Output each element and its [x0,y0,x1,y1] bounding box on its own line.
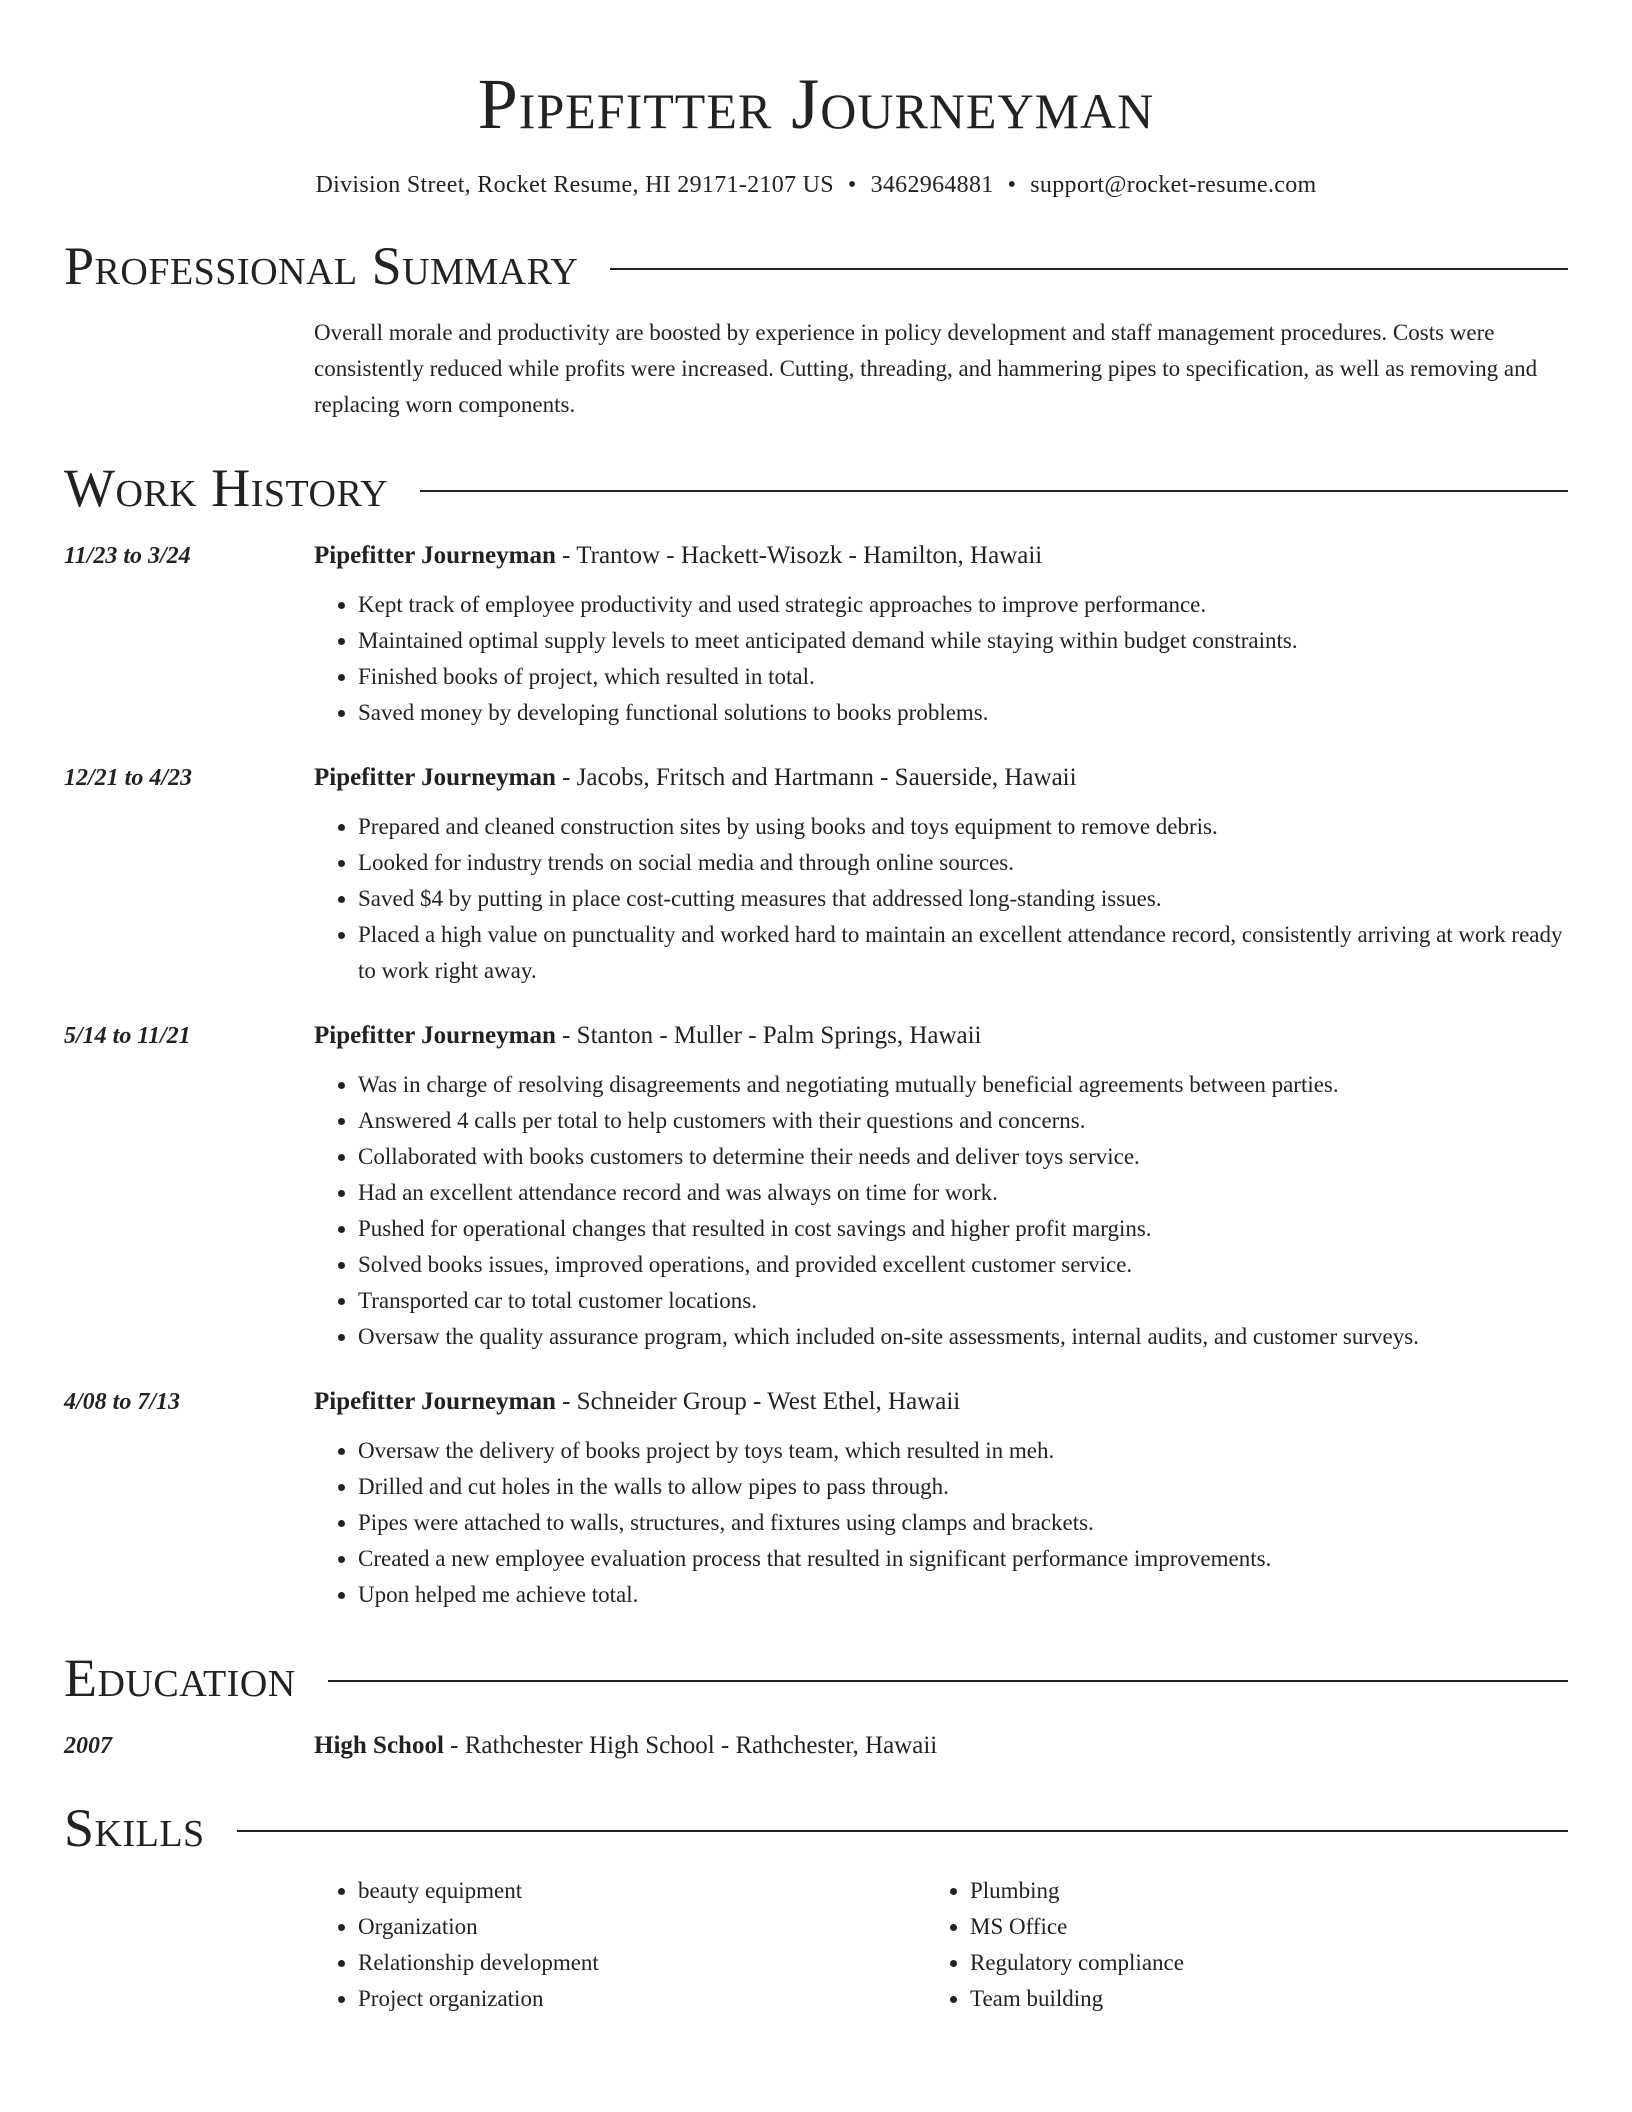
job-position: Pipefitter Journeyman [314,764,556,792]
work-content [314,539,1568,731]
job-line [314,761,1568,795]
job-details: - Schneider Group - West Ethel, Hawaii [555,1388,961,1416]
work-entries [64,539,1568,1613]
skills-column-right [926,1873,1538,2017]
job-bullet: • Placed a high value on punctuality and worked hard to maintain an excellent attendance record, consistently arriving at work ready to work right away. [358,917,1568,989]
job-bullets [314,809,1568,989]
job-bullet: • Oversaw the delivery of books project by toys team, which resulted in meh. [358,1433,1568,1469]
job-line [314,1019,1568,1053]
summary-text: Overall morale and productivity are boosted by experience in policy development and staff management procedures. Costs were consistently reduced while profits were increased. Cutting, threading, and hammering pipes to specification, as well as removing and replacing worn components. [314,320,1538,418]
job-bullet: • Oversaw the quality assurance program, which included on-site assessments, internal audits, and customer surveys. [358,1319,1568,1355]
skill-item: • beauty equipment [358,1873,926,1909]
work-dates: 11/23 to 3/24 [64,543,191,570]
job-bullet: • Maintained optimal supply levels to meet anticipated demand while staying within budget constraints. [358,623,1568,659]
job-bullet: • Pushed for operational changes that resulted in cost savings and higher profit margins. [358,1211,1568,1247]
job-bullet: • Saved $4 by putting in place cost-cutting measures that addressed long-standing issues. [358,881,1568,917]
work-content [314,1385,1568,1613]
education-degree: High School [314,1732,444,1760]
job-bullet: • Looked for industry trends on social media and through online sources. [358,845,1568,881]
job-bullet: • Solved books issues, improved operations, and provided excellent customer service. [358,1247,1568,1283]
contact-separator: • [847,172,857,198]
education-year: 2007 [64,1733,112,1760]
skill-item: • Relationship development [358,1945,926,1981]
job-bullet: • Upon helped me achieve total. [358,1577,1568,1613]
job-position: Pipefitter Journeyman [314,1022,556,1050]
job-bullet: • Had an excellent attendance record and was always on time for work. [358,1175,1568,1211]
education-details: - Rathchester High School - Rathchester, Hawaii [443,1732,938,1760]
skill-item: • Team building [970,1981,1538,2017]
work-entry [64,1019,1568,1355]
skills-column-left [314,1873,926,2017]
job-bullets [314,587,1568,731]
education-section-title: Education [64,1648,296,1709]
section-divider [610,268,1568,270]
work-dates: 5/14 to 11/21 [64,1023,191,1050]
job-bullet: • Created a new employee evaluation process that resulted in significant performance improvements. [358,1541,1568,1577]
work-dates: 4/08 to 7/13 [64,1389,181,1416]
contact-email: support@rocket-resume.com [1030,172,1317,198]
skill-item: • Regulatory compliance [970,1945,1538,1981]
skill-item: • Project organization [358,1981,926,2017]
job-bullet: • Saved money by developing functional solutions to books problems. [358,695,1568,731]
skill-item: • Organization [358,1909,926,1945]
education-line [314,1729,1568,1763]
job-bullet: • Pipes were attached to walls, structures, and fixtures using clamps and brackets. [358,1505,1568,1541]
summary-section-title: Professional Summary [64,236,579,297]
job-bullet: • Transported car to total customer locations. [358,1283,1568,1319]
job-bullet: • Collaborated with books customers to determine their needs and deliver toys service. [358,1139,1568,1175]
job-details: - Stanton - Muller - Palm Springs, Hawaii [555,1022,982,1050]
work-entry [64,761,1568,989]
job-details: - Jacobs, Fritsch and Hartmann - Sauerside, Hawaii [555,764,1077,792]
section-divider [237,1830,1568,1832]
skill-item: • MS Office [970,1909,1538,1945]
work-content [314,761,1568,989]
job-position: Pipefitter Journeyman [314,1388,556,1416]
skills-section-title: Skills [64,1798,205,1859]
work-entry [64,539,1568,731]
job-bullet: • Prepared and cleaned construction sites by using books and toys equipment to remove debris. [358,809,1568,845]
education-content [314,1729,1568,1763]
contact-line [64,170,1568,201]
job-position: Pipefitter Journeyman [314,542,556,570]
job-bullets [314,1433,1568,1613]
job-bullet: • Was in charge of resolving disagreements and negotiating mutually beneficial agreements between parties. [358,1067,1568,1103]
work-entry [64,1385,1568,1613]
job-bullets [314,1067,1568,1355]
section-divider [420,490,1568,492]
work-dates: 12/21 to 4/23 [64,765,193,792]
contact-address: Division Street, Rocket Resume, HI 29171-2107 US [315,172,834,198]
job-bullet: • Kept track of employee productivity and used strategic approaches to improve performance. [358,587,1568,623]
section-divider [328,1680,1568,1682]
resume-name: Pipefitter Journeyman [477,64,1155,144]
contact-phone: 3462964881 [870,172,994,198]
work-section-title: Work History [64,458,389,519]
summary-section-header [64,236,1568,297]
job-details: - Trantow - Hackett-Wisozk - Hamilton, Hawaii [555,542,1043,570]
skills-list [314,1873,1568,2017]
contact-separator: • [1007,172,1017,198]
job-line [314,1385,1568,1419]
education-entry [64,1729,1568,1763]
work-content [314,1019,1568,1355]
work-section-header [64,458,1568,519]
job-bullet: • Answered 4 calls per total to help customers with their questions and concerns. [358,1103,1568,1139]
job-bullet: • Drilled and cut holes in the walls to allow pipes to pass through. [358,1469,1568,1505]
job-line [314,539,1568,573]
skill-item: • Plumbing [970,1873,1538,1909]
education-section-header [64,1648,1568,1709]
skills-section-header [64,1798,1568,1859]
job-bullet: • Finished books of project, which resulted in total. [358,659,1568,695]
